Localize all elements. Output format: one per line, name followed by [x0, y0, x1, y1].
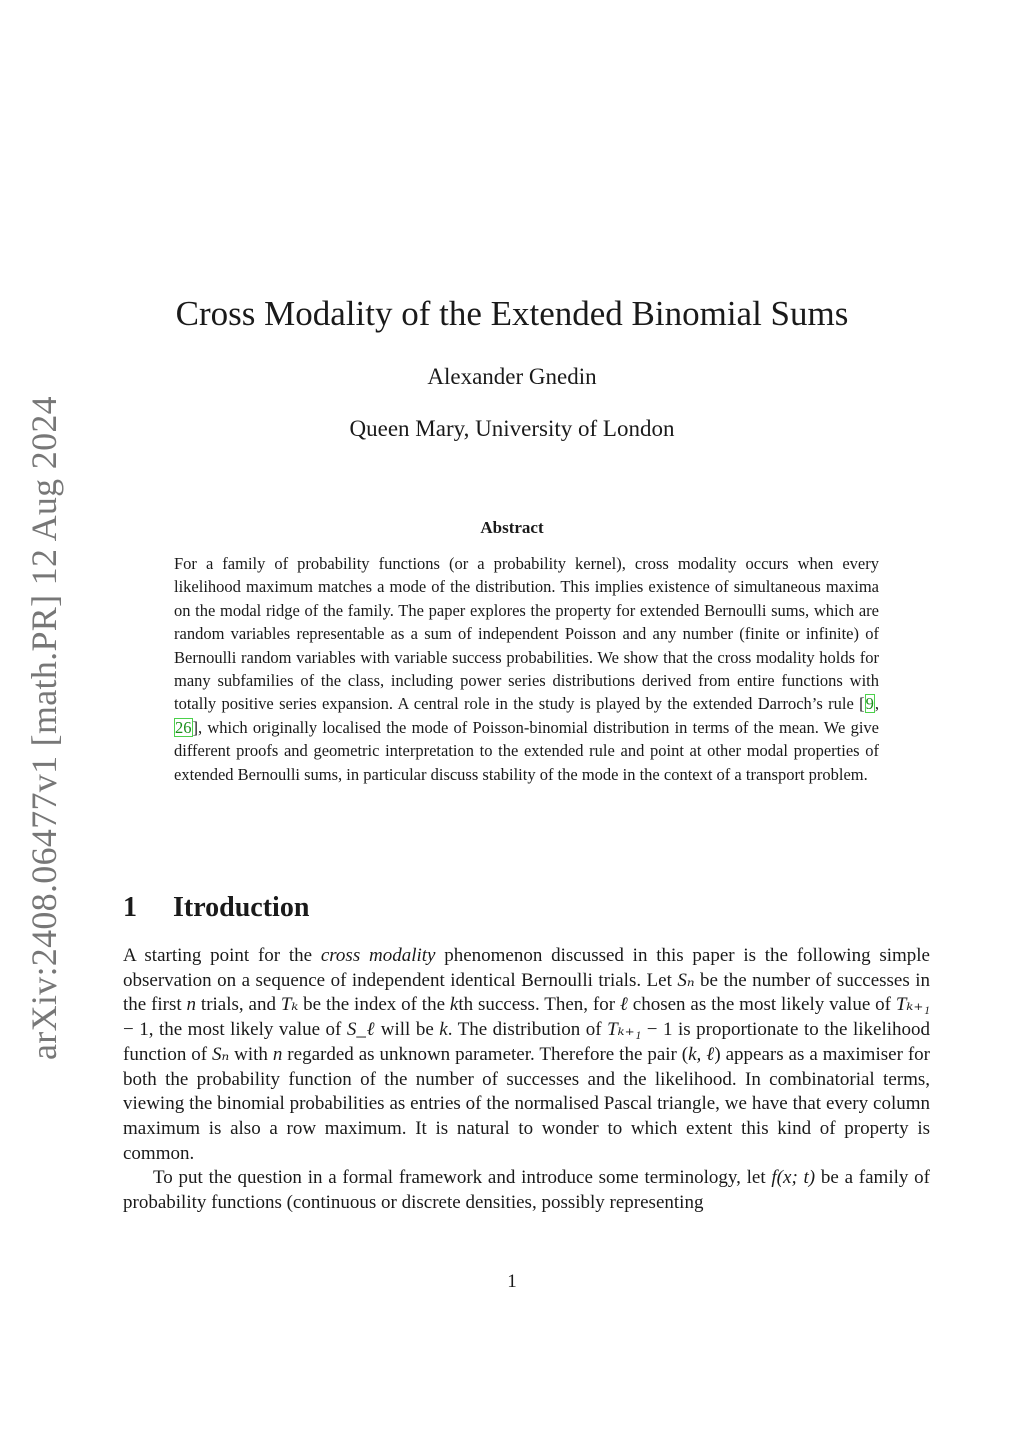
- citation-separator: ,: [874, 694, 879, 714]
- abstract-heading: Abstract: [480, 518, 544, 537]
- section-heading: [123, 890, 309, 926]
- section-title: Itroduction: [173, 892, 310, 923]
- introduction-body: [123, 944, 930, 1216]
- abstract-body: [174, 552, 879, 786]
- abstract-text: For a family of probability functions (or a probability kernel), cross modality occurs when every likelihood maximum matches a mode of the distribution. This implies existence of simultaneous maxima on the modal ridge of the family. The paper explores the property for extended Bernoulli sums, which are random variables representable as a sum of independent Poisson and any number (finite or infinite) of Bernoulli random variables with variable success probabilities. We show that the cross modality holds for many subfamilies of the class, including power series distributions derived from entire functions with totally positive series expansion. A central role in the study is played by the extended Darroch’s rule [: [174, 554, 879, 714]
- section-number: 1: [123, 892, 137, 923]
- author-affiliation: Queen Mary, University of London: [349, 416, 675, 441]
- paragraph: To put the question in a formal framework and introduce some terminology, let f(x; t) be a family of probability functions (continuous or discrete densities, possibly representing: [123, 1167, 930, 1214]
- page-number: 1: [507, 1271, 517, 1292]
- author-name: Alexander Gnedin: [427, 364, 597, 389]
- arxiv-identifier: arXiv:2408.06477v1 [math.PR] 12 Aug 2024: [24, 396, 64, 1060]
- abstract-text: ], which originally localised the mode of Poisson-binomial distribution in terms of the mean. We give different proofs and geometric interpretation to the extended rule and point at other modal properties of extended Bernoulli sums, in particular discuss stability of the mode in the context of a transport problem.: [174, 717, 879, 784]
- paragraph: A starting point for the cross modality phenomenon discussed in this paper is the following simple observation on a sequence of independent identical Bernoulli trials. Let Sₙ be the number of successes in the first n trials, and Tₖ be the index of the kth success. Then, for ℓ chosen as the most likely value of Tₖ₊₁ − 1, the most likely value of S_ℓ will be k. The distribution of Tₖ₊₁ − 1 is proportionate to the likelihood function of Sₙ with n regarded as unknown parameter. Therefore the pair (k, ℓ) appears as a maximiser for both the probability function of the number of successes and the likelihood. In combinatorial terms, viewing the binomial probabilities as entries of the normalised Pascal triangle, we have that every column maximum is also a row maximum. It is natural to wonder to which extent this kind of property is common.: [123, 945, 930, 1164]
- paper-title: Cross Modality of the Extended Binomial Sums: [175, 294, 849, 333]
- citation-link[interactable]: 9: [865, 694, 874, 714]
- emphasis: cross modality: [320, 945, 436, 966]
- citation-link[interactable]: 26: [175, 717, 192, 737]
